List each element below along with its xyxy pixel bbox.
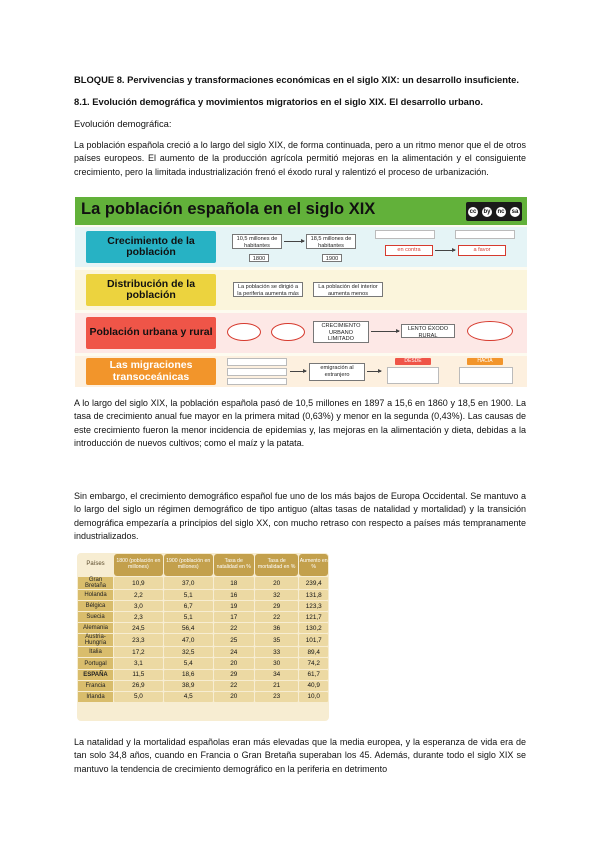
table-cell-value: 17 [214, 612, 254, 622]
header-birth-rate: Tasa de natalidad en % [214, 554, 254, 576]
cause-box [227, 368, 287, 376]
box-slow-rural-exodus: LENTO ÉXODO RURAL [401, 324, 455, 338]
table-cell-value: 30 [255, 658, 299, 668]
table-row [78, 647, 328, 657]
table-cell-value: 29 [214, 670, 254, 680]
table-row [78, 658, 328, 668]
table-cell-country: Alemania [78, 623, 113, 633]
table-cell-value: 17,2 [114, 647, 163, 657]
table-cell-value: 11,5 [114, 670, 163, 680]
section-heading: 8.1. Evolución demográfica y movimientos migratorios en el siglo XIX. El desarrollo urbano. [74, 96, 483, 107]
table-cell-value: 22 [255, 612, 299, 622]
category-urban-rural: Población urbana y rural [86, 317, 216, 349]
cause-box [227, 378, 287, 385]
table-row [78, 577, 328, 589]
destination-list [459, 367, 513, 384]
table-cell-value: 29 [255, 601, 299, 611]
table-cell-value: 5,4 [164, 658, 213, 668]
table-cell-country: Portugal [78, 658, 113, 668]
paragraph-low-growth: Sin embargo, el crecimiento demográfico español fue uno de los más bajos de Europa Occidental. Se mantuvo a lo largo del siglo un régimen demográfico de tipo antiguo (altas tasas de natalidad y mortalidad) y la transición demográfica empezaría a principios del siglo XX, con mucho retraso con respecto a países más tempranamente industrializados. [74, 491, 526, 542]
infographic-row-growth [75, 227, 527, 267]
table-cell-value: 19 [214, 601, 254, 611]
table-cell-value: 56,4 [164, 623, 213, 633]
table-cell-value: 38,9 [164, 681, 213, 691]
paragraph-growth: A lo largo del siglo XIX, la población española pasó de 10,5 millones en 1897 a 15,6 en 1860 y 18,5 en 1900. La tasa de crecimiento anual fue mayor en la primera mitad (0,63%) y menor en la segunda (0,43%). Las causas de este crecimiento fueron la menor incidencia de epidemias y, las mejoras en la alimentación y dieta, debidas a la introducción de nuevos cultivos; como el maíz y la patata. [74, 398, 526, 449]
table-cell-value: 4,5 [164, 692, 213, 702]
infographic-row-urban-rural [75, 313, 527, 353]
table-row [78, 681, 328, 691]
table-cell-value: 61,7 [299, 670, 328, 680]
oval-factor [271, 323, 305, 341]
table-cell-value: 25 [214, 634, 254, 646]
infographic-title-bar [75, 197, 527, 225]
category-distribution: Distribución de la población [86, 274, 216, 306]
table-row [78, 623, 328, 633]
table-header-row [78, 554, 328, 576]
tag-to: HACIA [467, 358, 503, 365]
table-cell-country: Gran Bretaña [78, 577, 113, 589]
year-1800: 1800 [249, 254, 269, 262]
subsection-heading: Evolución demográfica: [74, 118, 172, 129]
sa-icon: sa [511, 208, 519, 215]
paragraph-natality: La natalidad y la mortalidad españolas eran más elevadas que la media europea, y la esperanza de vida era de tan solo 34,8 años, cuando en Francia o Gran Bretaña superaban los 45. Además, durante todo el siglo XIX se mantuvo la tendencia de crecimiento demográfico en la periferia en detrimento [74, 737, 526, 774]
table-cell-value: 101,7 [299, 634, 328, 646]
table-cell-value: 33 [255, 647, 299, 657]
cause-box [227, 358, 287, 366]
header-1800: 1800 (población en millones) [114, 554, 163, 576]
table-cell-country: Italia [78, 647, 113, 657]
table-cell-country: Austria-Hungría [78, 634, 113, 646]
table-cell-value: 16 [214, 590, 254, 600]
table-cell-value: 23,3 [114, 634, 163, 646]
oval-factor [467, 321, 513, 341]
arrow [290, 371, 306, 372]
table-cell-value: 20 [214, 692, 254, 702]
block-heading: BLOQUE 8. Pervivencias y transformaciones económicas en el siglo XIX: un desarrollo insuficiente. [74, 74, 519, 85]
table-cell-value: 21 [255, 681, 299, 691]
header-countries: Países [86, 561, 105, 568]
table-cell-value: 22 [214, 623, 254, 633]
table-row [78, 692, 328, 702]
table-cell-country: Bélgica [78, 601, 113, 611]
population-infographic [75, 197, 527, 387]
table-cell-value: 2,3 [114, 612, 163, 622]
infographic-title: La población española en el siglo XIX [81, 200, 376, 218]
table-cell-value: 5,1 [164, 612, 213, 622]
tag-from: DESDE [395, 358, 431, 365]
year-1900: 1900 [322, 254, 342, 262]
arrow [284, 241, 304, 242]
table-cell-country: Francia [78, 681, 113, 691]
box-in-favor: a favor [458, 245, 506, 256]
header-1900: 1900 (población en millones) [164, 554, 213, 576]
table-cell-value: 18,6 [164, 670, 213, 680]
table-cell-value: 24,5 [114, 623, 163, 633]
paragraph-intro: La población española creció a lo largo del siglo XIX, de forma continuada, pero a un ritmo menor que el de otros países europeos. El aumento de la producción agrícola permitió mejoras en la alimentación y el consiguiente crecimiento, pero la limitada industrialización frenó el éxodo rural y ralentizó el proceso de urbanización. [74, 140, 526, 177]
table-cell-value: 89,4 [299, 647, 328, 657]
box-emigration: emigración al extranjero [309, 363, 365, 381]
table-cell-value: 23 [255, 692, 299, 702]
box-against: en contra [385, 245, 433, 256]
origin-list [387, 367, 439, 384]
table-cell-value: 36 [255, 623, 299, 633]
table-cell-value: 3,0 [114, 601, 163, 611]
table-cell-value: 26,9 [114, 681, 163, 691]
category-growth: Crecimiento de la población [86, 231, 216, 263]
table-cell-value: 20 [214, 658, 254, 668]
table-cell-value: 74,2 [299, 658, 328, 668]
category-migrations: Las migraciones transoceánicas [86, 358, 216, 385]
header-death-rate: Tasa de mortalidad en % [255, 554, 299, 576]
table-cell-value: 121,7 [299, 612, 328, 622]
table-cell-value: 123,3 [299, 601, 328, 611]
oval-factor [227, 323, 261, 341]
table-cell-value: 10,0 [299, 692, 328, 702]
arrow [435, 250, 455, 251]
box-1900-population: 18,5 millones de habitantes [306, 234, 356, 249]
box-periphery: La población se dirigió a la periferia aumenta más [233, 282, 303, 297]
population-table [77, 553, 329, 721]
table-cell-value: 24 [214, 647, 254, 657]
table-row [78, 634, 328, 646]
box-interior: La población del interior aumenta menos [313, 282, 383, 297]
table-cell-value: 239,4 [299, 577, 328, 589]
table-cell-value: 32 [255, 590, 299, 600]
nc-icon: nc [497, 208, 505, 215]
table-cell-value: 40,9 [299, 681, 328, 691]
table-cell-value: 47,0 [164, 634, 213, 646]
table-cell-value: 130,2 [299, 623, 328, 633]
arrow [367, 371, 381, 372]
table-cell-country: Holanda [78, 590, 113, 600]
table-cell-value: 5,1 [164, 590, 213, 600]
table-row [78, 670, 328, 680]
table-cell-value: 131,8 [299, 590, 328, 600]
table-cell-value: 18 [214, 577, 254, 589]
table-cell-value: 20 [255, 577, 299, 589]
table-cell-country: ESPAÑA [78, 670, 113, 680]
table-row [78, 590, 328, 600]
table-cell-value: 2,2 [114, 590, 163, 600]
header-increase: Aumento en % [299, 554, 328, 576]
factor-box [375, 230, 435, 239]
table-body [78, 577, 328, 702]
by-icon: by [483, 208, 491, 215]
table-cell-value: 6,7 [164, 601, 213, 611]
infographic-row-distribution [75, 270, 527, 310]
table-cell-country: Irlanda [78, 692, 113, 702]
creative-commons-badge [466, 202, 522, 221]
table-cell-value: 37,0 [164, 577, 213, 589]
table-cell-value: 10,9 [114, 577, 163, 589]
table-row [78, 601, 328, 611]
table-cell-country: Suecia [78, 612, 113, 622]
table-cell-value: 5,0 [114, 692, 163, 702]
table-cell-value: 34 [255, 670, 299, 680]
box-1800-population: 10,5 millones de habitantes [232, 234, 282, 249]
infographic-row-migrations [75, 356, 527, 387]
factor-box [455, 230, 515, 239]
arrow [371, 331, 399, 332]
table-cell-value: 3,1 [114, 658, 163, 668]
table-cell-value: 22 [214, 681, 254, 691]
table-cell-value: 32,5 [164, 647, 213, 657]
table-row [78, 612, 328, 622]
cc-icon: cc [469, 208, 477, 215]
table-cell-value: 35 [255, 634, 299, 646]
box-limited-urban-growth: CRECIMIENTO URBANO LIMITADO [313, 321, 369, 343]
